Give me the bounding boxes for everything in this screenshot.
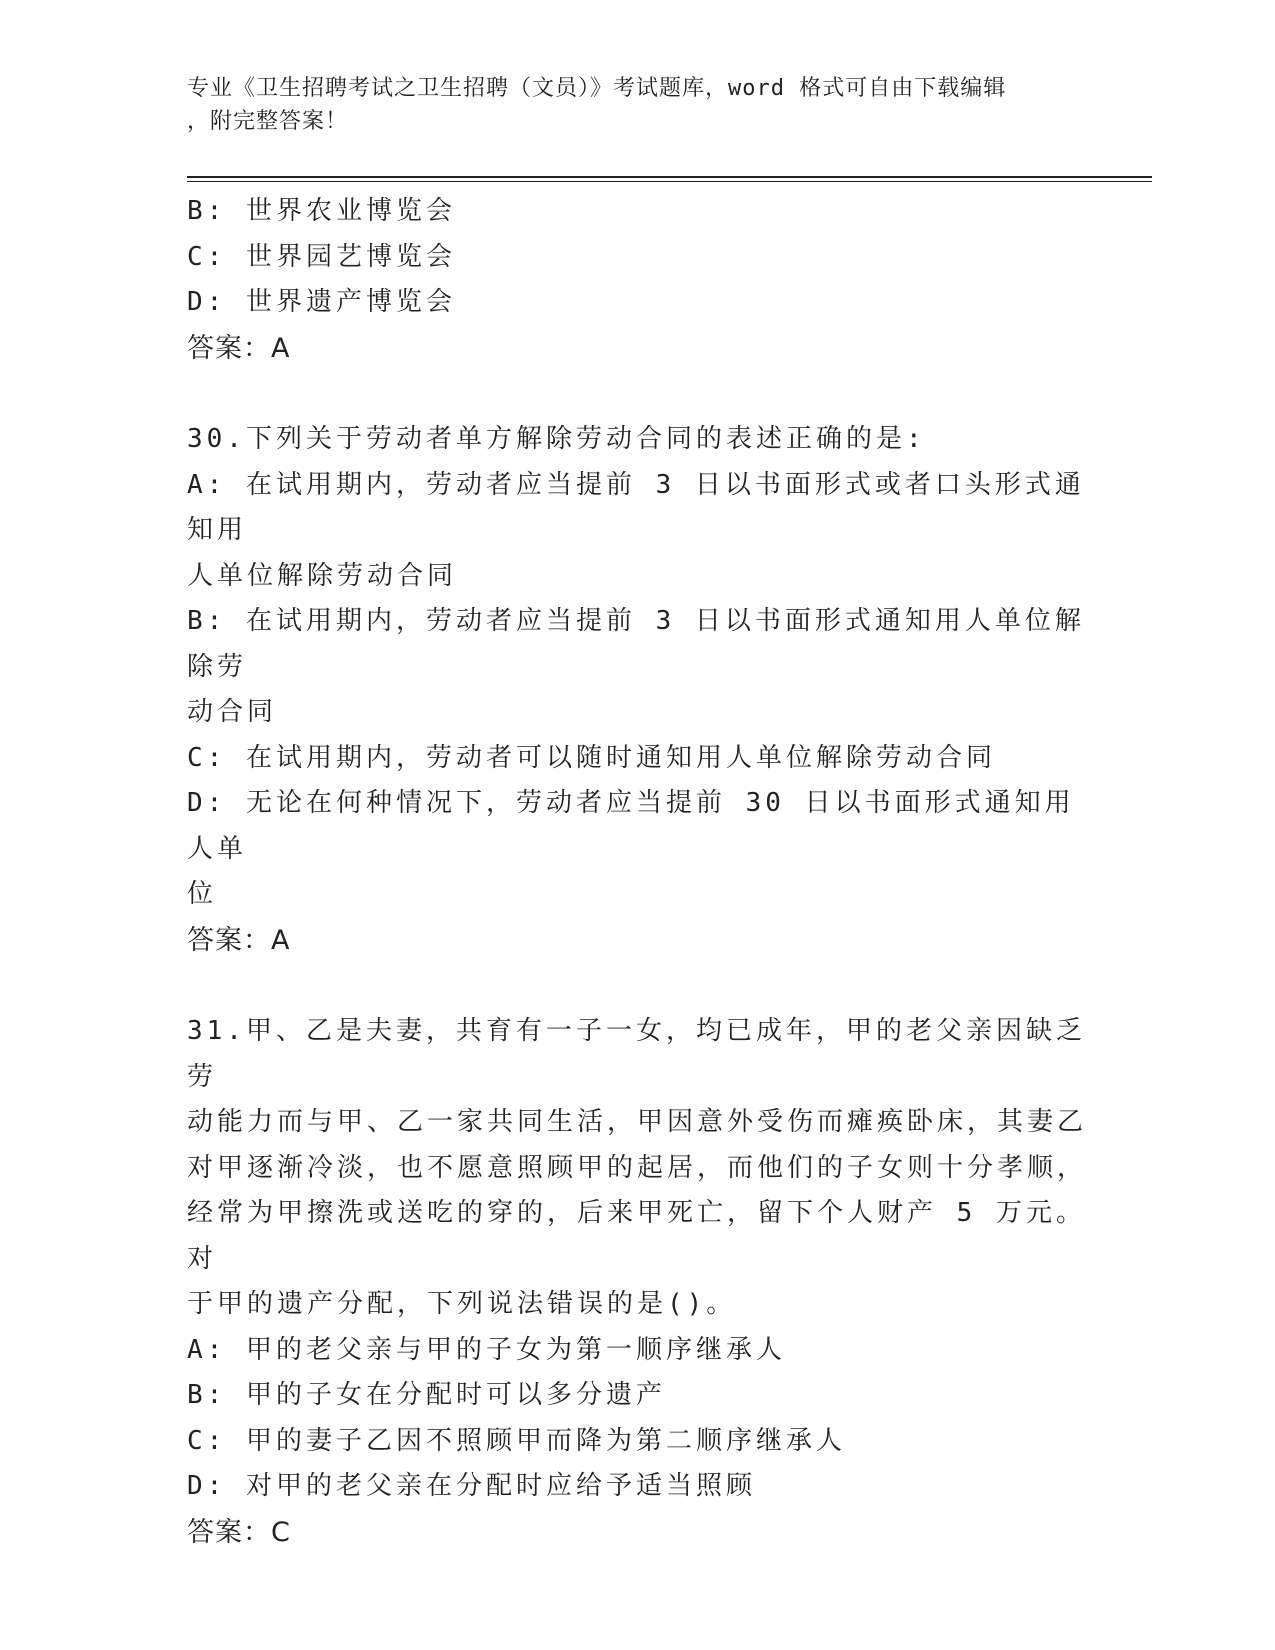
question-stem: 30.下列关于劳动者单方解除劳动合同的表述正确的是: <box>187 424 926 454</box>
option-b: B: 甲的子女在分配时可以多分遗产 <box>187 1380 666 1410</box>
answer-line: 答案：C <box>187 1516 291 1548</box>
option-a: A: 在试用期内，劳动者应当提前 3 日以书面形式或者口头形式通知用 <box>187 469 1085 545</box>
header-divider-thick <box>187 176 1152 178</box>
question-30 <box>187 417 1087 963</box>
question-stem-line: 动能力而与甲、乙一家共同生活，甲因意外受伤而瘫痪卧床，其妻乙 <box>187 1107 1088 1137</box>
question-stem-line: 于甲的遗产分配，下列说法错误的是()。 <box>187 1289 737 1319</box>
option-d: D: 对甲的老父亲在分配时应给予适当照顾 <box>187 1471 756 1501</box>
option-c: C: 世界园艺博览会 <box>187 241 456 272</box>
question-29-continued <box>187 189 1087 371</box>
spacer <box>187 963 1087 1009</box>
option-d: D: 无论在何种情况下，劳动者应当提前 30 日以书面形式通知用人单 <box>187 788 1075 864</box>
answer-line: 答案：A <box>187 332 291 364</box>
header-line-1: 专业《卫生招聘考试之卫生招聘（文员）》考试题库，word 格式可自由下载编辑 <box>187 76 1007 101</box>
answer-line: 答案：A <box>187 924 291 956</box>
header-divider-thin <box>187 181 1152 182</box>
option-d: D: 世界遗产博览会 <box>187 287 456 317</box>
option-b-continued: 动合同 <box>187 697 278 727</box>
question-31 <box>187 1009 1087 1555</box>
option-c: C: 甲的妻子乙因不照顾甲而降为第二顺序继承人 <box>187 1425 846 1456</box>
question-stem-line: 经常为甲擦洗或送吃的穿的，后来甲死亡，留下个人财产 5 万元。对 <box>187 1198 1086 1274</box>
question-stem-line: 31.甲、乙是夫妻，共育有一子一女，均已成年，甲的老父亲因缺乏劳 <box>187 1016 1086 1092</box>
option-a-continued: 人单位解除劳动合同 <box>187 560 458 591</box>
option-b: B: 世界农业博览会 <box>187 196 456 226</box>
spacer <box>187 371 1087 417</box>
option-c: C: 在试用期内，劳动者可以随时通知用人单位解除劳动合同 <box>187 742 996 773</box>
option-d-continued: 位 <box>187 879 218 909</box>
question-stem-line: 对甲逐渐冷淡，也不愿意照顾甲的起居，而他们的子女则十分孝顺， <box>187 1152 1088 1183</box>
header-line-2: ，附完整答案！ <box>187 109 349 134</box>
document-header <box>187 72 1087 138</box>
option-b: B: 在试用期内，劳动者应当提前 3 日以书面形式通知用人单位解除劳 <box>187 606 1085 682</box>
option-a: A: 甲的老父亲与甲的子女为第一顺序继承人 <box>187 1334 786 1365</box>
document-body <box>187 189 1087 1555</box>
